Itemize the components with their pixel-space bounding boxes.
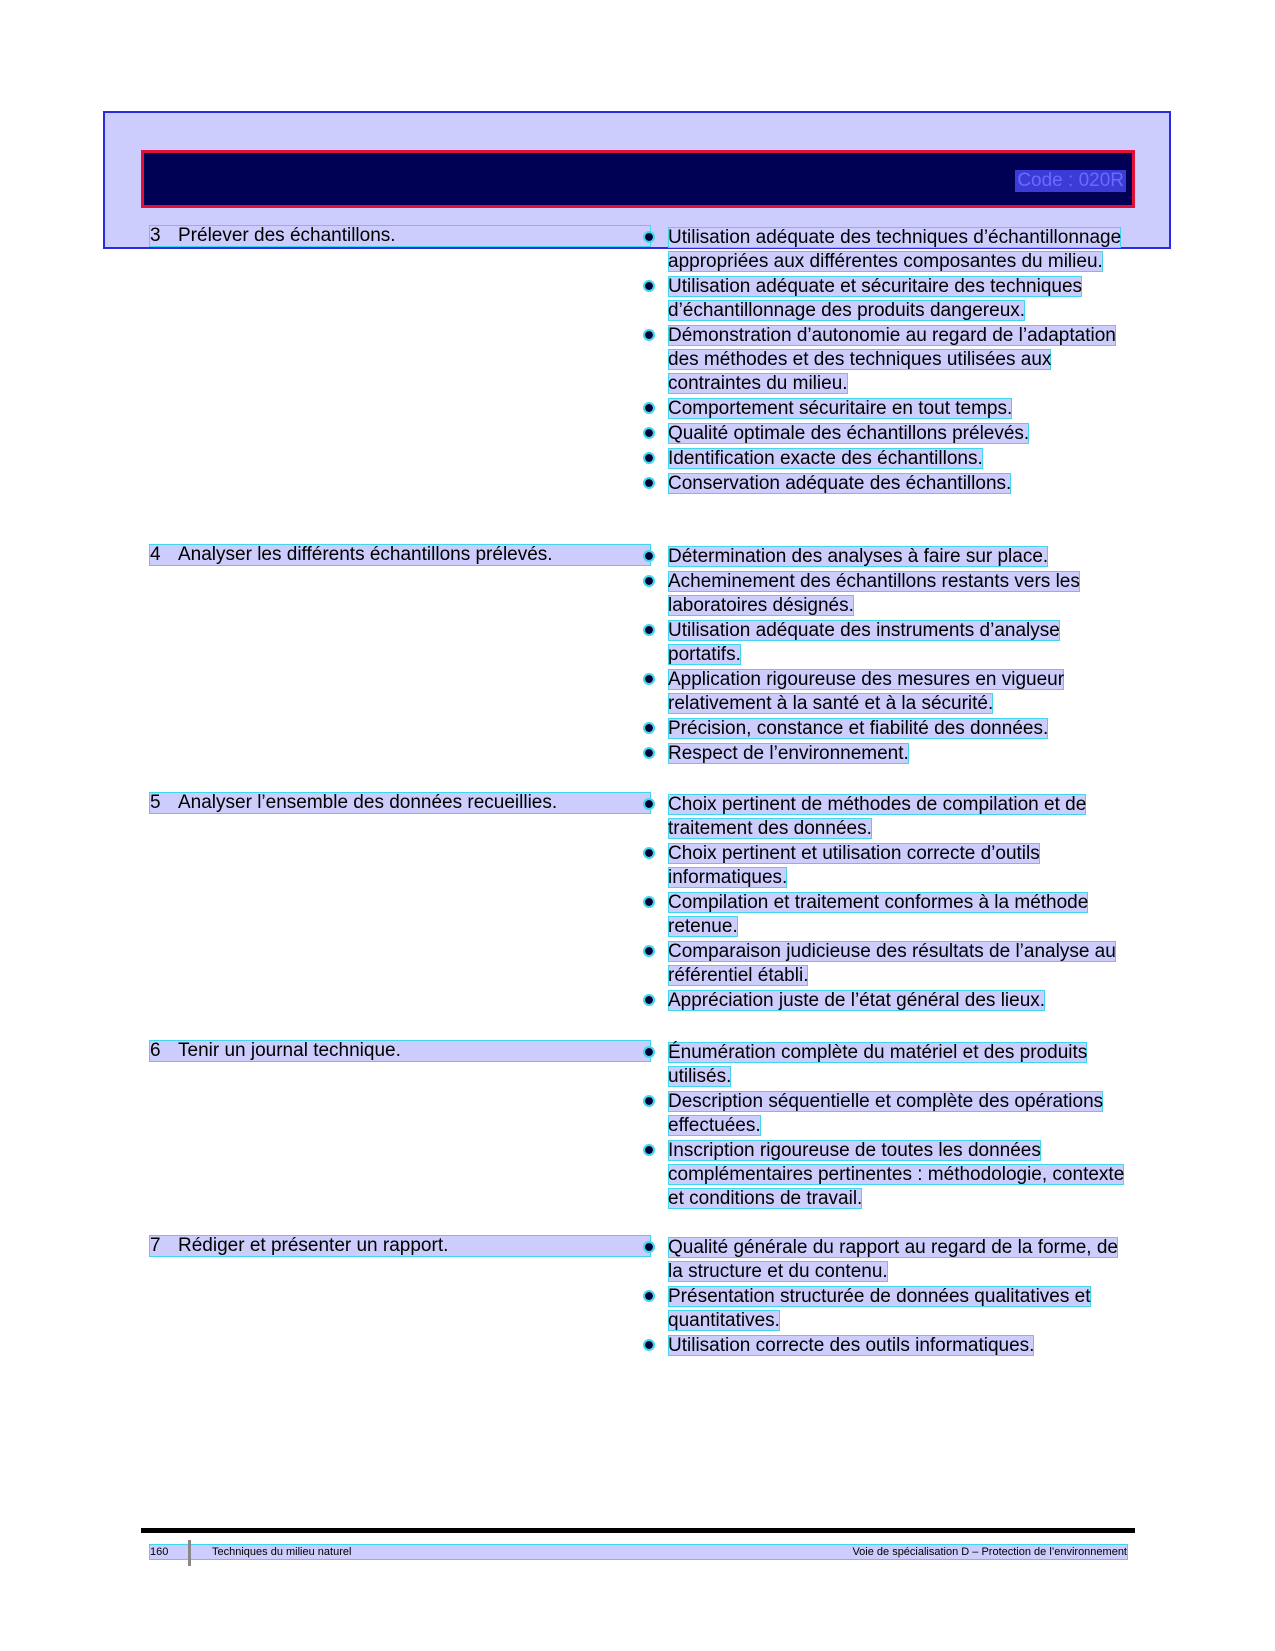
step-title (150, 226, 650, 246)
bullet-icon (645, 1048, 653, 1056)
step-number: 7 (150, 1235, 161, 1256)
criterion-text: Appréciation juste de l’état général des lieux. (668, 990, 1046, 1011)
step-label: Prélever des échantillons. (178, 225, 396, 246)
criterion-item (645, 1041, 1125, 1089)
bullet-icon (645, 1341, 653, 1349)
criterion-item (645, 1236, 1125, 1284)
criterion-text: Acheminement des échantillons restants vers les laboratoires désignés. (668, 571, 1080, 616)
bullet-icon (645, 1243, 653, 1251)
criterion-item (645, 1139, 1125, 1211)
program-name: Techniques du milieu naturel (212, 1546, 352, 1558)
criterion-item (645, 324, 1125, 396)
criterion-item (645, 1334, 1125, 1358)
step-label: Analyser les différents échantillons prélevés. (178, 544, 553, 565)
criteria-list (645, 226, 1125, 497)
bullet-icon (645, 479, 653, 487)
criterion-item (645, 472, 1125, 496)
bullet-icon (645, 724, 653, 732)
page-number: 160 (150, 1546, 169, 1558)
criterion-item (645, 397, 1125, 421)
criterion-text: Choix pertinent et utilisation correcte d’outils informatiques. (668, 843, 1040, 888)
bullet-icon (645, 898, 653, 906)
criteria-list (645, 545, 1125, 767)
bullet-icon (645, 749, 653, 757)
criterion-text: Qualité optimale des échantillons prélevés. (668, 423, 1030, 444)
step-title (150, 1236, 650, 1256)
criterion-text: Utilisation correcte des outils informatiques. (668, 1335, 1035, 1356)
criterion-item (645, 619, 1125, 667)
criteria-list (645, 1236, 1125, 1359)
bullet-icon (645, 675, 653, 683)
step-number: 4 (150, 544, 161, 565)
bullet-icon (645, 996, 653, 1004)
criterion-item (645, 1090, 1125, 1138)
bullet-icon (645, 1146, 653, 1154)
criterion-item (645, 793, 1125, 841)
criterion-item (645, 275, 1125, 323)
criterion-item (645, 447, 1125, 471)
step-label: Tenir un journal technique. (178, 1040, 401, 1061)
step-number: 6 (150, 1040, 161, 1061)
step-title (150, 545, 650, 565)
criterion-item (645, 570, 1125, 618)
criterion-text: Présentation structurée de données qualitatives et quantitatives. (668, 1286, 1091, 1331)
criterion-text: Application rigoureuse des mesures en vigueur relativement à la santé et à la sécurité. (668, 669, 1065, 714)
bullet-icon (645, 849, 653, 857)
bullet-icon (645, 800, 653, 808)
criterion-text: Respect de l’environnement. (668, 743, 909, 764)
bullet-icon (645, 577, 653, 585)
page-footer (150, 1545, 1127, 1559)
bullet-icon (645, 454, 653, 462)
criterion-text: Comparaison judicieuse des résultats de l’analyse au référentiel établi. (668, 941, 1116, 986)
bullet-icon (645, 552, 653, 560)
criteria-list (645, 793, 1125, 1014)
step-number: 5 (150, 792, 161, 813)
criterion-text: Comportement sécuritaire en tout temps. (668, 398, 1013, 419)
criterion-item (645, 1285, 1125, 1333)
criterion-item (645, 226, 1125, 274)
step-title (150, 1041, 650, 1061)
criterion-item (645, 742, 1125, 766)
step-label: Analyser l’ensemble des données recueillies. (178, 792, 558, 813)
criterion-text: Énumération complète du matériel et des produits utilisés. (668, 1042, 1088, 1087)
criterion-item (645, 842, 1125, 890)
criterion-item (645, 717, 1125, 741)
criterion-item (645, 940, 1125, 988)
criterion-text: Détermination des analyses à faire sur place. (668, 546, 1049, 567)
competency-code: Code : 020R (1017, 170, 1124, 191)
criterion-item (645, 545, 1125, 569)
bullet-icon (645, 404, 653, 412)
bullet-icon (645, 233, 653, 241)
criterion-text: Compilation et traitement conformes à la méthode retenue. (668, 892, 1089, 937)
criterion-text: Identification exacte des échantillons. (668, 448, 983, 469)
bullet-icon (645, 282, 653, 290)
criterion-text: Utilisation adéquate des techniques d’échantillonnage appropriées aux différentes composantes du milieu. (668, 227, 1122, 272)
criterion-text: Conservation adéquate des échantillons. (668, 473, 1012, 494)
criterion-item (645, 668, 1125, 716)
criteria-list (645, 1041, 1125, 1212)
criterion-text: Description séquentielle et complète des opérations effectuées. (668, 1091, 1104, 1136)
criterion-item (645, 989, 1125, 1013)
bullet-icon (645, 626, 653, 634)
criterion-item (645, 422, 1125, 446)
specialization-track: Voie de spécialisation D – Protection de l’environnement (852, 1546, 1127, 1558)
bullet-icon (645, 331, 653, 339)
criterion-text: Choix pertinent de méthodes de compilation et de traitement des données. (668, 794, 1087, 839)
bullet-icon (645, 947, 653, 955)
bullet-icon (645, 429, 653, 437)
competency-code-bar (141, 150, 1135, 208)
bullet-icon (645, 1292, 653, 1300)
criterion-text: Précision, constance et fiabilité des données. (668, 718, 1049, 739)
step-number: 3 (150, 225, 161, 246)
criterion-text: Démonstration d’autonomie au regard de l’adaptation des méthodes et des techniques utilisées aux contraintes du milieu. (668, 325, 1116, 394)
criterion-text: Utilisation adéquate des instruments d’analyse portatifs. (668, 620, 1060, 665)
bullet-icon (645, 1097, 653, 1105)
criterion-item (645, 891, 1125, 939)
footer-rule (141, 1528, 1135, 1533)
criterion-text: Inscription rigoureuse de toutes les données complémentaires pertinentes : méthodologie, contexte et conditions de travail. (668, 1140, 1125, 1209)
criterion-text: Qualité générale du rapport au regard de la forme, de la structure et du contenu. (668, 1237, 1118, 1282)
step-title (150, 793, 650, 813)
step-label: Rédiger et présenter un rapport. (178, 1235, 449, 1256)
footer-separator (188, 1540, 191, 1566)
criterion-text: Utilisation adéquate et sécuritaire des techniques d’échantillonnage des produits dangereux. (668, 276, 1083, 321)
